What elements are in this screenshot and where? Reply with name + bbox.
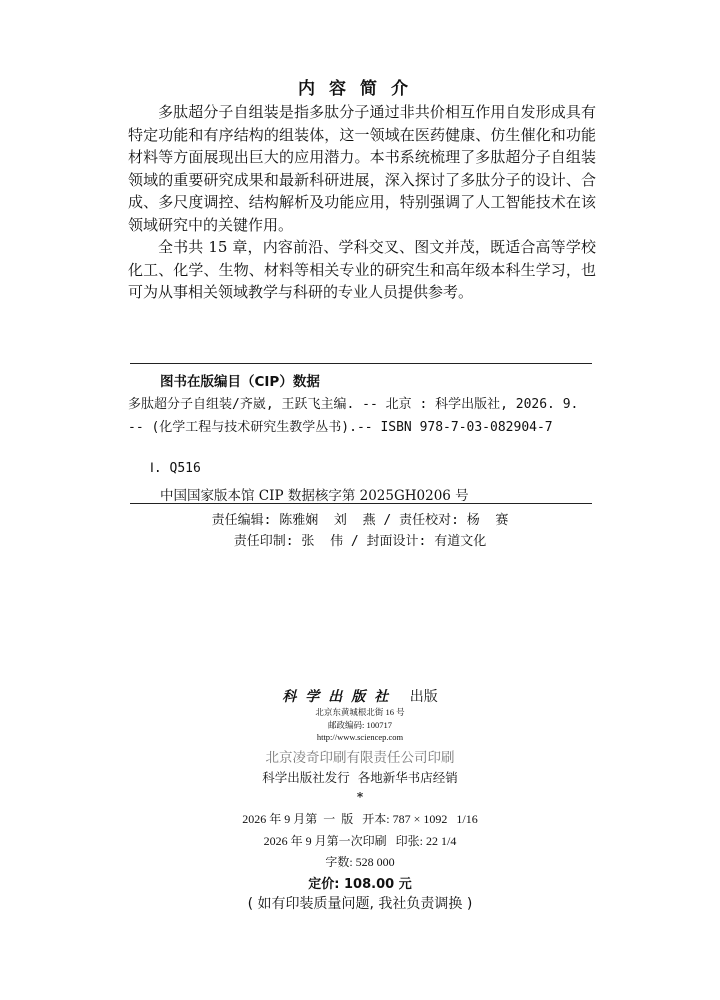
publisher-postcode: 邮政编码: 100717 [328, 720, 392, 730]
edition-line: 2026 年 9 月第 一 版 开本: 787 × 1092 1/16 [242, 812, 478, 826]
intro-paragraph-2: 全书共 15 章，内容前沿、学科交叉、图文并茂，既适合高等学校化工、化学、生物、材料等相关专业的研究生和高年级本科生学习，也可为从事相关领域教学与科研的专业人员提供参考。 [128, 238, 596, 302]
cip-number: 中国国家版本馆 CIP 数据核字第 2025GH0206 号 [160, 488, 469, 504]
publisher-address: 北京东黄城根北街 16 号 [315, 707, 405, 717]
publisher-logo: 科学出版社 [282, 689, 398, 705]
cip-bottom-rule [130, 503, 592, 504]
cip-title: 图书在版编目（CIP）数据 [160, 374, 320, 390]
price: 定价: 108.00 元 [308, 877, 412, 892]
separator-star: * [356, 790, 364, 804]
distributor: 科学出版社发行 各地新华书店经销 [262, 770, 458, 785]
cip-top-rule [130, 363, 592, 364]
cip-classification: Ⅰ. Q516 [150, 461, 201, 476]
publisher-action: 出版 [409, 689, 438, 705]
publisher-url: http://www.sciencep.com [316, 732, 404, 742]
intro-paragraph-1: 多肽超分子自组装是指多肽分子通过非共价相互作用自发形成具有特定功能和有序结构的组装体，这一领域在医药健康、仿生催化和功能材料等方面展现出巨大的应用潜力。本书系统梳理了多肽超分子自组装领域的重要研究成果和最新科研进展，深入探讨了多肽分子的设计、合成、多尺度调控、结构解析及功能应用，特别强调了人工智能技术在该领域研究中的关键作用。 [128, 103, 596, 234]
word-count: 字数: 528 000 [325, 855, 395, 869]
credits-print-design: 责任印制: 张 伟 / 封面设计: 有道文化 [233, 534, 487, 549]
cip-record: 多肽超分子自组装/齐崴, 王跃飞主编. -- 北京 : 科学出版社, 2026. 9. -- (化学工程与技术研究生教学丛书).-- ISBN 978-7-03-082904-7 [128, 397, 587, 435]
printer: 北京凌奇印刷有限责任公司印刷 [265, 750, 455, 766]
printing-line: 2026 年 9 月第一次印刷 印张: 22 1/4 [263, 834, 457, 848]
publisher-line [0, 686, 720, 706]
credits-editors: 责任编辑: 陈雅娴 刘 燕 / 责任校对: 杨 赛 [211, 513, 509, 528]
intro-title: 内容简介 [298, 79, 422, 99]
return-note: ( 如有印装质量问题, 我社负责调换 ) [247, 896, 473, 912]
